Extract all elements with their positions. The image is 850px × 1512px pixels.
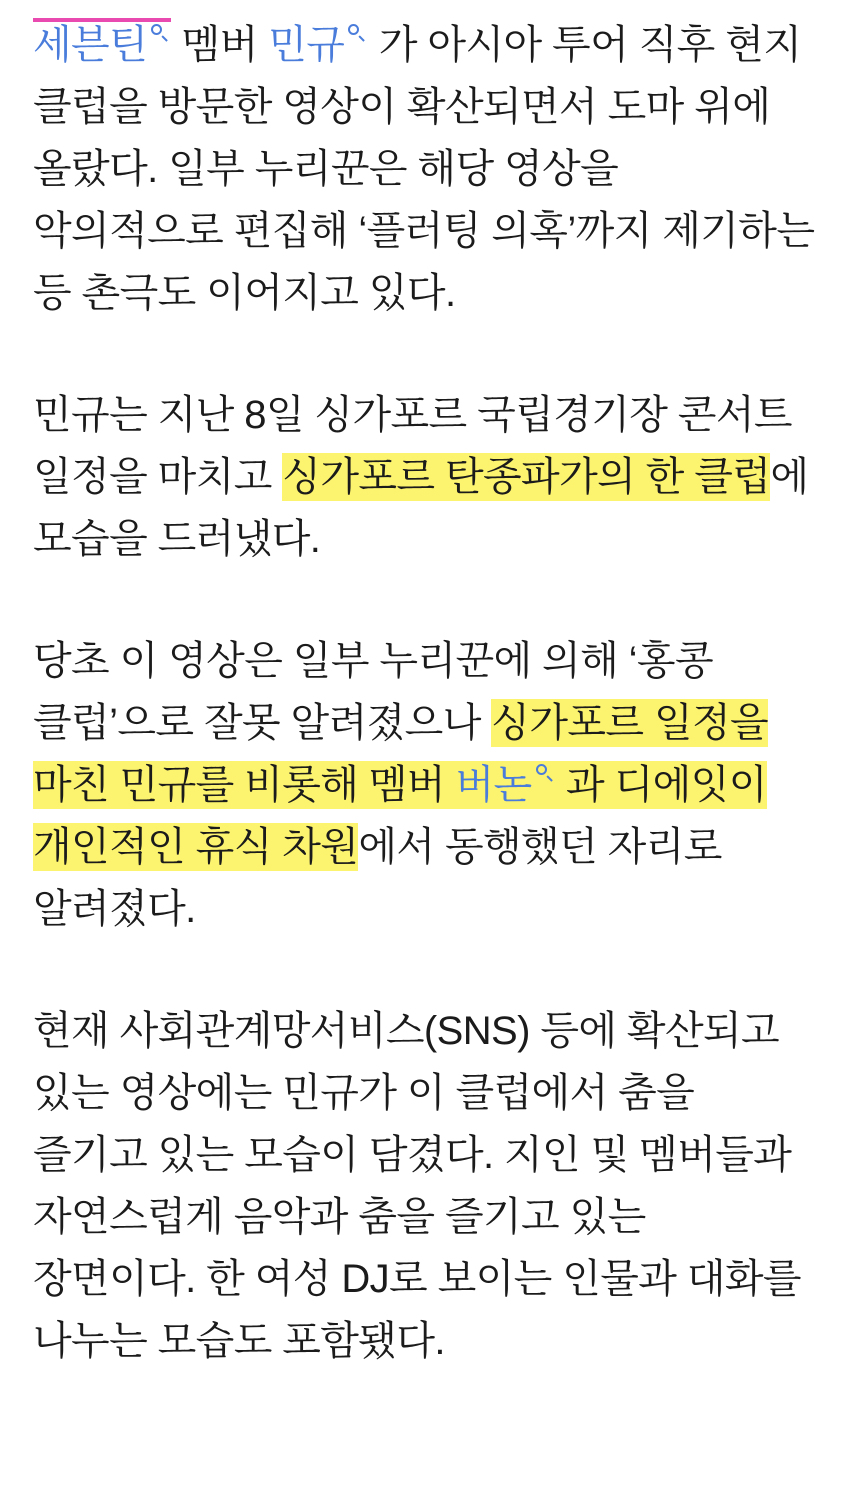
paragraph-text: 멤버	[171, 23, 269, 67]
paragraph-3	[33, 630, 817, 940]
search-icon[interactable]	[346, 22, 368, 44]
search-icon[interactable]	[534, 762, 556, 784]
keyword-link-mingyu[interactable]	[268, 23, 368, 67]
paragraph-1	[33, 14, 817, 324]
highlighted-keyword-vernon[interactable]	[455, 761, 555, 809]
paragraph-text: 현재 사회관계망서비스(SNS) 등에 확산되고 있는 영상에는 민규가 이 클럽에서 춤을 즐기고 있는 모습이 담겼다. 지인 및 멤버들과 자연스럽게 음악과 춤을 즐기고 있는 장면이다. 한 여성 DJ로 보이는 인물과 대화를 나누는 모습도 포함됐다.	[33, 1009, 801, 1363]
keyword-label: 버논	[455, 763, 532, 807]
highlighted-text: 싱가포르 탄종파가의 한 클럽	[282, 455, 771, 499]
keyword-label: 민규	[268, 23, 345, 67]
paragraph-text: 에 모습을 드러냈다.	[33, 455, 809, 561]
paragraph-text: 에서 동행했던 자리로 알려졌다.	[33, 825, 722, 931]
highlighted-text: 과 디에잇이 개인적인 휴식 차원	[33, 763, 767, 869]
paragraph-2	[33, 384, 817, 570]
paragraph-4	[33, 1000, 817, 1372]
paragraph-text: 당초 이 영상은 일부 누리꾼에 의해 ‘홍콩 클럽’으로 잘못 알려졌으나	[33, 639, 714, 745]
paragraph-text: 민규는 지난 8일 싱가포르 국립경기장 콘서트 일정을 마치고	[33, 393, 792, 499]
keyword-label: 세븐틴	[33, 23, 148, 67]
highlighted-text: 싱가포르 일정을 마친 민규를 비롯해 멤버	[33, 701, 769, 807]
paragraph-text: 가 아시아 투어 직후 현지 클럽을 방문한 영상이 확산되면서 도마 위에 올랐다. 일부 누리꾼은 해당 영상을 악의적으로 편집해 ‘플러팅 의혹’까지 제기하는 등 촌극도 이어지고 있다.	[33, 23, 815, 315]
search-icon[interactable]	[149, 22, 171, 44]
keyword-link-seventeen[interactable]	[33, 18, 171, 67]
